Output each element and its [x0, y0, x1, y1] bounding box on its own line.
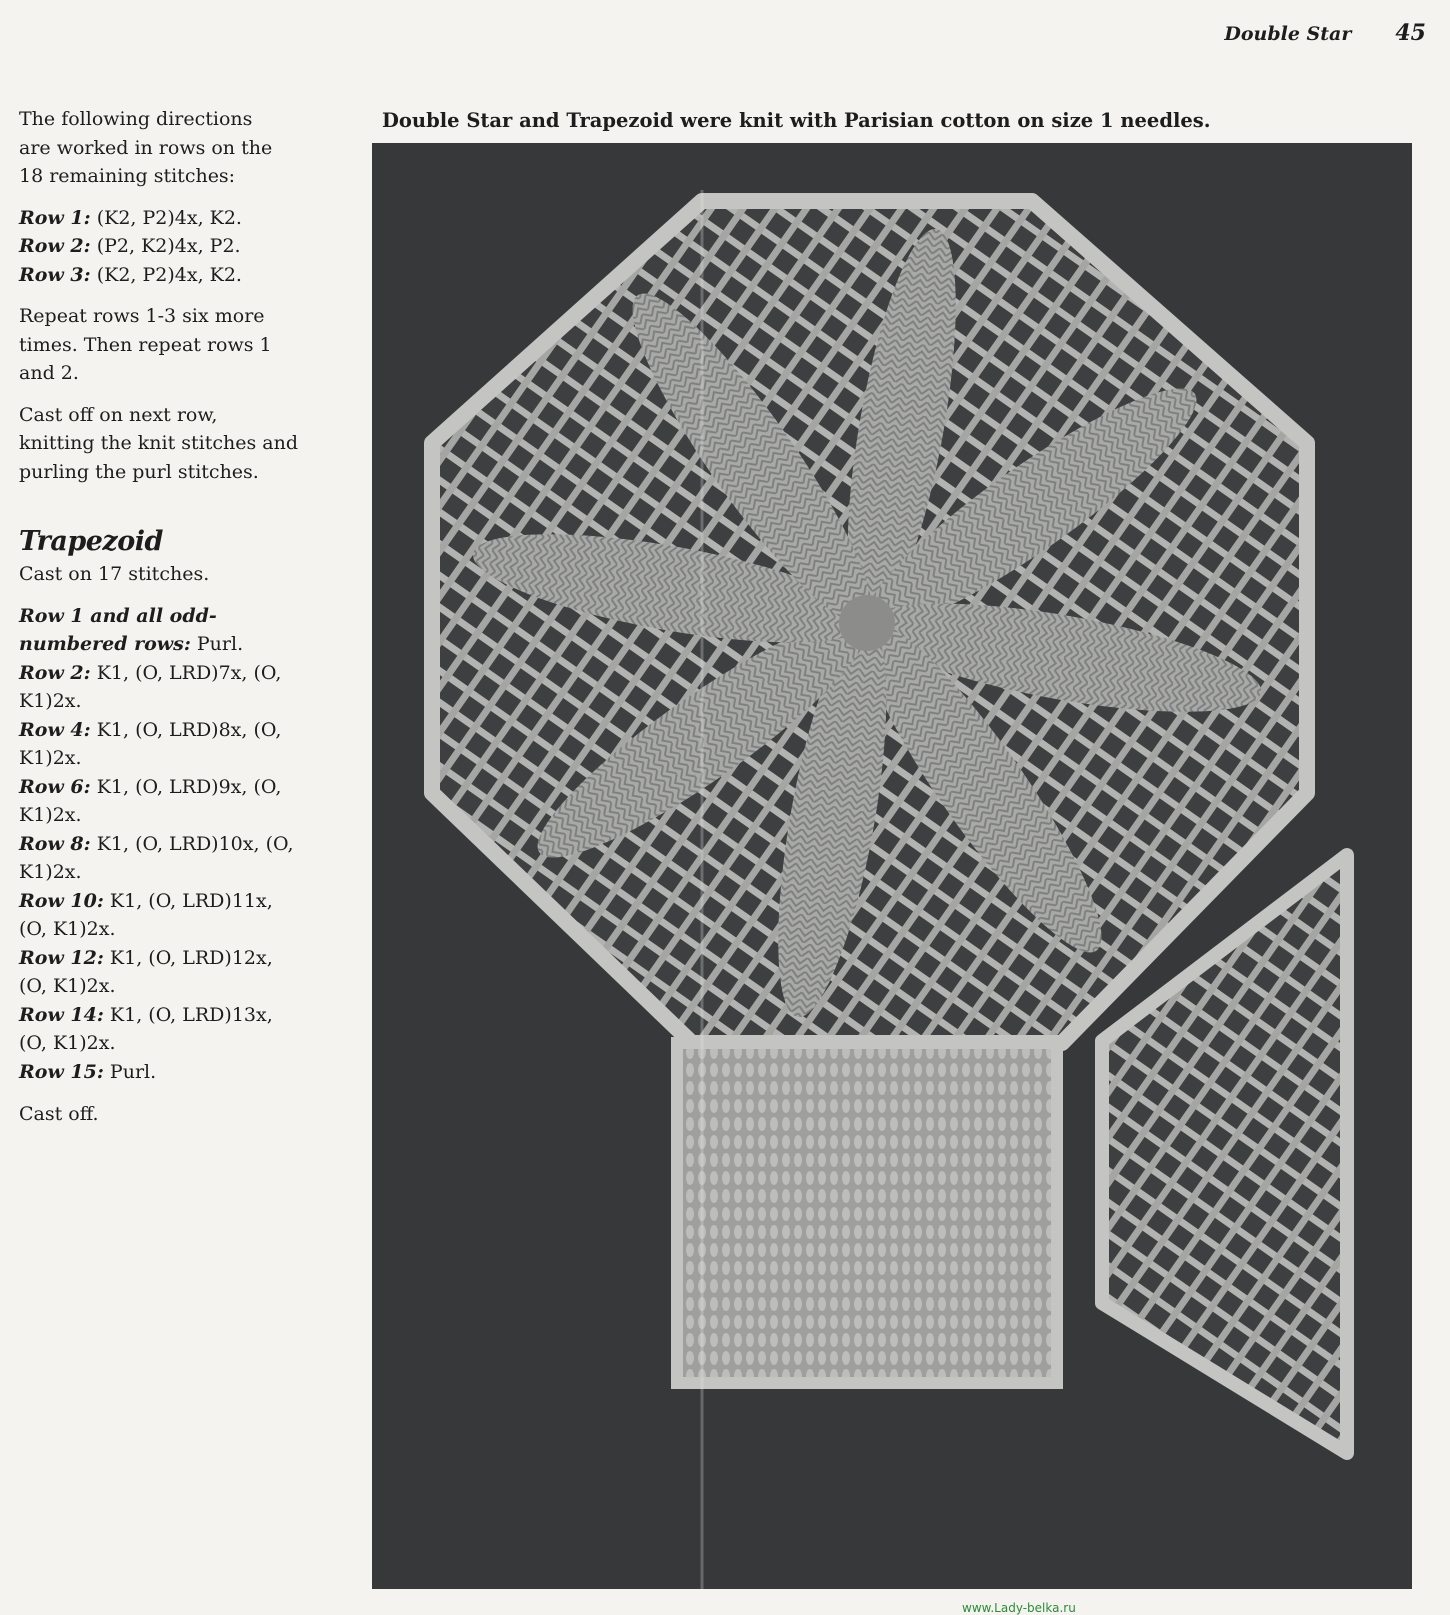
knitting-photo	[372, 143, 1412, 1615]
row-instruction: Row 15: Purl.	[19, 1060, 157, 1083]
page-number: 45	[1395, 20, 1426, 46]
double-star-rows	[19, 204, 339, 290]
row-instruction: (O, K1)2x.	[19, 918, 116, 940]
row-instruction: Row 3: (K2, P2)4x, K2.	[19, 263, 242, 286]
ribbed-strip	[677, 1043, 1057, 1383]
row-instruction: Row 1 and all odd-	[19, 604, 217, 627]
running-title: Double Star	[1224, 23, 1352, 45]
trapezoid-caston: Cast on 17 stitches.	[19, 563, 210, 585]
trapezoid-rows	[19, 602, 339, 1087]
castoff-paragraph: Cast off on next row, knitting the knit stitches and purling the purl stitches.	[19, 403, 299, 483]
row-instruction: numbered rows: Purl.	[19, 633, 244, 655]
row-instruction: Row 10: K1, (O, LRD)11x,	[19, 889, 273, 912]
intro-line: The following directions	[19, 108, 253, 130]
intro-paragraph	[19, 105, 339, 191]
row-instruction: (O, K1)2x.	[19, 975, 116, 997]
page-gutter	[700, 190, 704, 1589]
photo-caption: Double Star and Trapezoid were knit with Parisian cotton on size 1 needles.	[382, 109, 1211, 132]
final-castoff: Cast off.	[19, 1103, 99, 1125]
row-instruction: (O, K1)2x.	[19, 1032, 116, 1054]
intro-line: 18 remaining stitches:	[19, 165, 236, 187]
row-instruction: Row 2: K1, (O, LRD)7x, (O,	[19, 661, 282, 684]
page-header	[1224, 20, 1426, 46]
trapezoid-heading: Trapezoid	[19, 526, 163, 557]
row-instruction: Row 12: K1, (O, LRD)12x,	[19, 946, 273, 969]
row-instruction: Row 8: K1, (O, LRD)10x, (O,	[19, 832, 294, 855]
row-instruction: Row 2: (P2, K2)4x, P2.	[19, 235, 241, 257]
intro-line: are worked in rows on the	[19, 136, 273, 159]
row-instruction: K1)2x.	[19, 804, 82, 826]
watermark: www.Lady-belka.ru	[962, 1601, 1076, 1615]
instructions-column	[19, 105, 339, 1129]
row-instruction: K1)2x.	[19, 690, 82, 712]
row-instruction: Row 1: (K2, P2)4x, K2.	[19, 206, 242, 229]
row-instruction: Row 6: K1, (O, LRD)9x, (O,	[19, 775, 282, 798]
repeat-paragraph: Repeat rows 1-3 six more times. Then repeat rows 1 and 2.	[19, 305, 272, 384]
row-instruction: Row 14: K1, (O, LRD)13x,	[19, 1003, 273, 1026]
row-instruction: Row 4: K1, (O, LRD)8x, (O,	[19, 718, 282, 741]
knitted-swatches-image	[372, 143, 1412, 1589]
row-instruction: K1)2x.	[19, 861, 82, 883]
row-instruction: K1)2x.	[19, 747, 82, 769]
